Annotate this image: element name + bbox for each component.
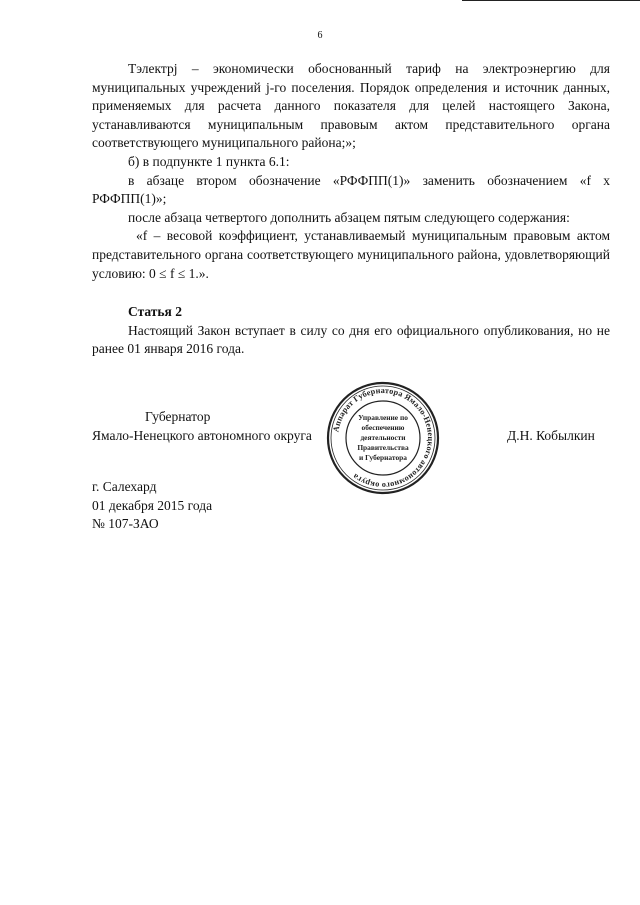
- paragraph-add-fifth: после абзаца четвертого дополнить абзацем пятым следующего содержания:: [128, 209, 570, 225]
- closing-block: [92, 478, 212, 534]
- article-text: Настоящий Закон вступает в силу со дня его официального опубликования, но не ранее 01 января 2016 года.: [92, 322, 610, 357]
- signature-title-line2: Ямало-Ненецкого автономного округа: [92, 428, 312, 443]
- article-heading: Статья 2: [128, 304, 182, 320]
- top-rule: [462, 0, 640, 1]
- stamp-center-line: обеспечению: [361, 423, 405, 432]
- stamp-center-line: деятельности: [360, 433, 406, 442]
- official-stamp: [325, 380, 441, 496]
- stamp-ring-text: Аппарат Губернатора Ямало-Ненецкого автономного округа: [331, 385, 436, 491]
- closing-city: г. Салехард: [92, 479, 157, 494]
- closing-date: 01 декабря 2015 года: [92, 497, 213, 513]
- signature-name: Д.Н. Кобылкин: [507, 428, 595, 443]
- paragraph-subitem-b: б) в подпункте 1 пункта 6.1:: [128, 153, 290, 169]
- document-body: [92, 60, 610, 359]
- stamp-center-line: и Губернатора: [359, 453, 407, 462]
- signature-title-line1: Губернатор: [145, 409, 211, 424]
- paragraph-tariff-definition: Тэлектрj – экономически обоснованный тариф на электроэнергию для муниципальных учреждений j-го поселения. Порядок определения и источник данных, применяемых для расчета данного показателя для целей настоящего Закона, устанавливаются муниципальным правовым актом представительного органа соответствующего муниципального района;»;: [92, 61, 610, 151]
- paragraph-weight-coefficient: «f – весовой коэффициент, устанавливаемый муниципальным правовым актом представительного органа соответствующего муниципального района, удовлетворяющий условию: 0 ≤ f ≤ 1.».: [92, 228, 610, 281]
- closing-number: № 107-ЗАО: [92, 516, 159, 532]
- stamp-center-line: Правительства: [357, 443, 409, 452]
- page-number: 6: [317, 30, 323, 41]
- stamp-center-line: Управление по: [358, 413, 408, 422]
- paragraph-replace-notation: в абзаце втором обозначение «РФФПП(1)» заменить обозначением «f x РФФПП(1)»;: [92, 172, 610, 207]
